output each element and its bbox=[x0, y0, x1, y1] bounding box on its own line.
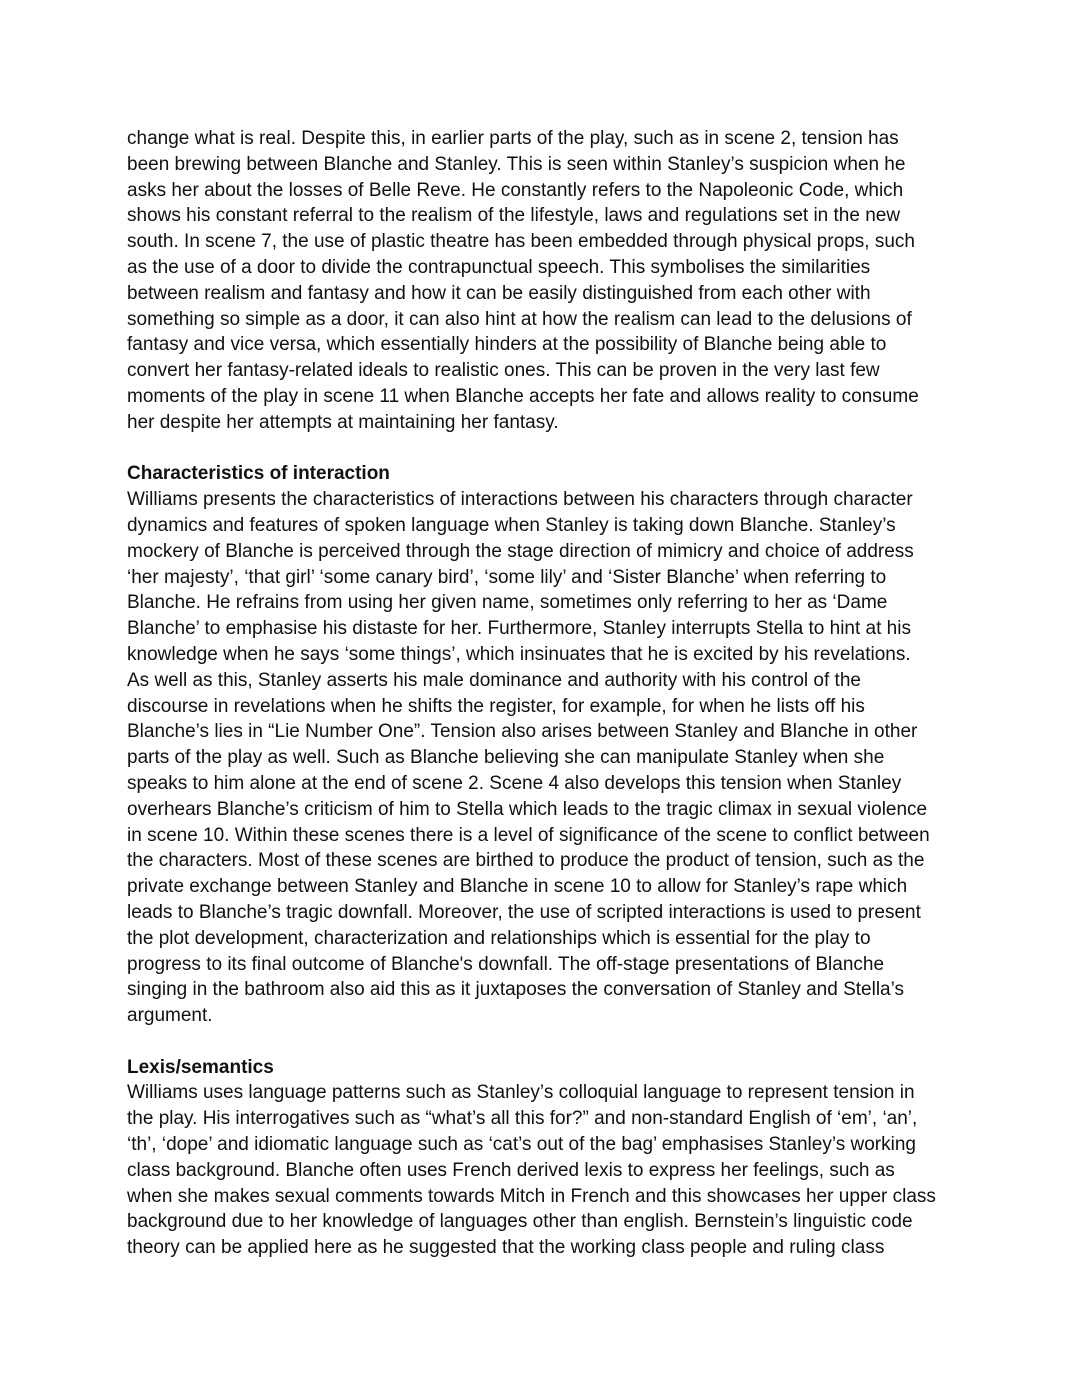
section-heading-characteristics: Characteristics of interaction bbox=[127, 463, 390, 485]
section-heading-lexis: Lexis/semantics bbox=[127, 1056, 274, 1078]
text-line: speaks to him alone at the end of scene 2. Scene 4 also develops this tension when Stanley bbox=[127, 772, 902, 794]
characteristics-paragraph bbox=[127, 487, 957, 1029]
text-line: progress to its final outcome of Blanche's downfall. The off-stage presentations of Blanche bbox=[127, 953, 885, 975]
paragraph-gap bbox=[127, 1029, 957, 1055]
text-line: the plot development, characterization and relationships which is essential for the play to bbox=[127, 927, 871, 949]
text-line: knowledge when he says ‘some things’, which insinuates that he is excited by his revelations. bbox=[127, 643, 911, 665]
text-line: shows his constant referral to the realism of the lifestyle, laws and regulations set in the new bbox=[127, 205, 901, 227]
text-line: something so simple as a door, it can also hint at how the realism can lead to the delusions of bbox=[127, 308, 912, 330]
text-line: private exchange between Stanley and Blanche in scene 10 to allow for Stanley’s rape which bbox=[127, 876, 908, 898]
text-line: Williams uses language patterns such as Stanley’s colloquial language to represent tension in bbox=[127, 1082, 915, 1104]
text-line: As well as this, Stanley asserts his male dominance and authority with his control of the bbox=[127, 669, 861, 691]
text-line: between realism and fantasy and how it can be easily distinguished from each other with bbox=[127, 282, 871, 304]
text-line: Blanche’s lies in “Lie Number One”. Tension also arises between Stanley and Blanche in other bbox=[127, 721, 918, 743]
text-line: fantasy and vice versa, which essentially hinders at the possibility of Blanche being able to bbox=[127, 334, 887, 356]
text-line: mockery of Blanche is perceived through the stage direction of mimicry and choice of address bbox=[127, 540, 914, 562]
text-line: theory can be applied here as he suggested that the working class people and ruling class bbox=[127, 1237, 885, 1259]
text-line: dynamics and features of spoken language when Stanley is taking down Blanche. Stanley’s bbox=[127, 514, 896, 536]
text-line: been brewing between Blanche and Stanley. This is seen within Stanley’s suspicion when he bbox=[127, 153, 906, 175]
text-line: overhears Blanche’s criticism of him to Stella which leads to the tragic climax in sexual violence bbox=[127, 798, 928, 820]
text-line: class background. Blanche often uses French derived lexis to express her feelings, such as bbox=[127, 1159, 895, 1181]
text-line: leads to Blanche’s tragic downfall. Moreover, the use of scripted interactions is used to present bbox=[127, 901, 921, 923]
text-line: when she makes sexual comments towards Mitch in French and this showcases her upper class bbox=[127, 1185, 936, 1207]
text-line: south. In scene 7, the use of plastic theatre has been embedded through physical props, such bbox=[127, 231, 915, 253]
intro-paragraph bbox=[127, 126, 957, 436]
text-line: convert her fantasy-related ideals to realistic ones. This can be proven in the very last few bbox=[127, 360, 880, 382]
text-line: discourse in revelations when he shifts the register, for example, for when he lists off his bbox=[127, 695, 865, 717]
text-line: her despite her attempts at maintaining her fantasy. bbox=[127, 411, 559, 433]
paragraph-gap bbox=[127, 436, 957, 462]
text-line: change what is real. Despite this, in earlier parts of the play, such as in scene 2, tension has bbox=[127, 128, 899, 149]
document-page bbox=[127, 126, 957, 1261]
text-line: Blanche’ to emphasise his distaste for her. Furthermore, Stanley interrupts Stella to hint at his bbox=[127, 618, 911, 640]
text-line: background due to her knowledge of languages other than english. Bernstein’s linguistic code bbox=[127, 1211, 913, 1233]
text-line: argument. bbox=[127, 1005, 213, 1027]
text-line: singing in the bathroom also aid this as it juxtaposes the conversation of Stanley and Stella’s bbox=[127, 979, 905, 1001]
text-line: parts of the play as well. Such as Blanche believing she can manipulate Stanley when she bbox=[127, 747, 885, 769]
text-line: in scene 10. Within these scenes there is a level of significance of the scene to conflict between bbox=[127, 824, 930, 846]
lexis-paragraph bbox=[127, 1080, 957, 1261]
text-line: ‘th’, ‘dope’ and idiomatic language such as ‘cat’s out of the bag’ emphasises Stanley’s working bbox=[127, 1134, 916, 1156]
text-line: the characters. Most of these scenes are birthed to produce the product of tension, such as the bbox=[127, 850, 925, 872]
text-line: Blanche. He refrains from using her given name, sometimes only referring to her as ‘Dame bbox=[127, 592, 888, 614]
text-line: moments of the play in scene 11 when Blanche accepts her fate and allows reality to consume bbox=[127, 385, 919, 407]
text-line: ‘her majesty’, ‘that girl’ ‘some canary bird’, ‘some lily’ and ‘Sister Blanche’ when referring to bbox=[127, 566, 887, 588]
text-line: as the use of a door to divide the contrapunctual speech. This symbolises the similarities bbox=[127, 256, 871, 278]
text-line: asks her about the losses of Belle Reve. He constantly refers to the Napoleonic Code, which bbox=[127, 179, 904, 201]
text-line: the play. His interrogatives such as “what’s all this for?” and non-standard English of ‘em’, ‘an’, bbox=[127, 1108, 918, 1130]
text-line: Williams presents the characteristics of interactions between his characters through character bbox=[127, 489, 913, 511]
